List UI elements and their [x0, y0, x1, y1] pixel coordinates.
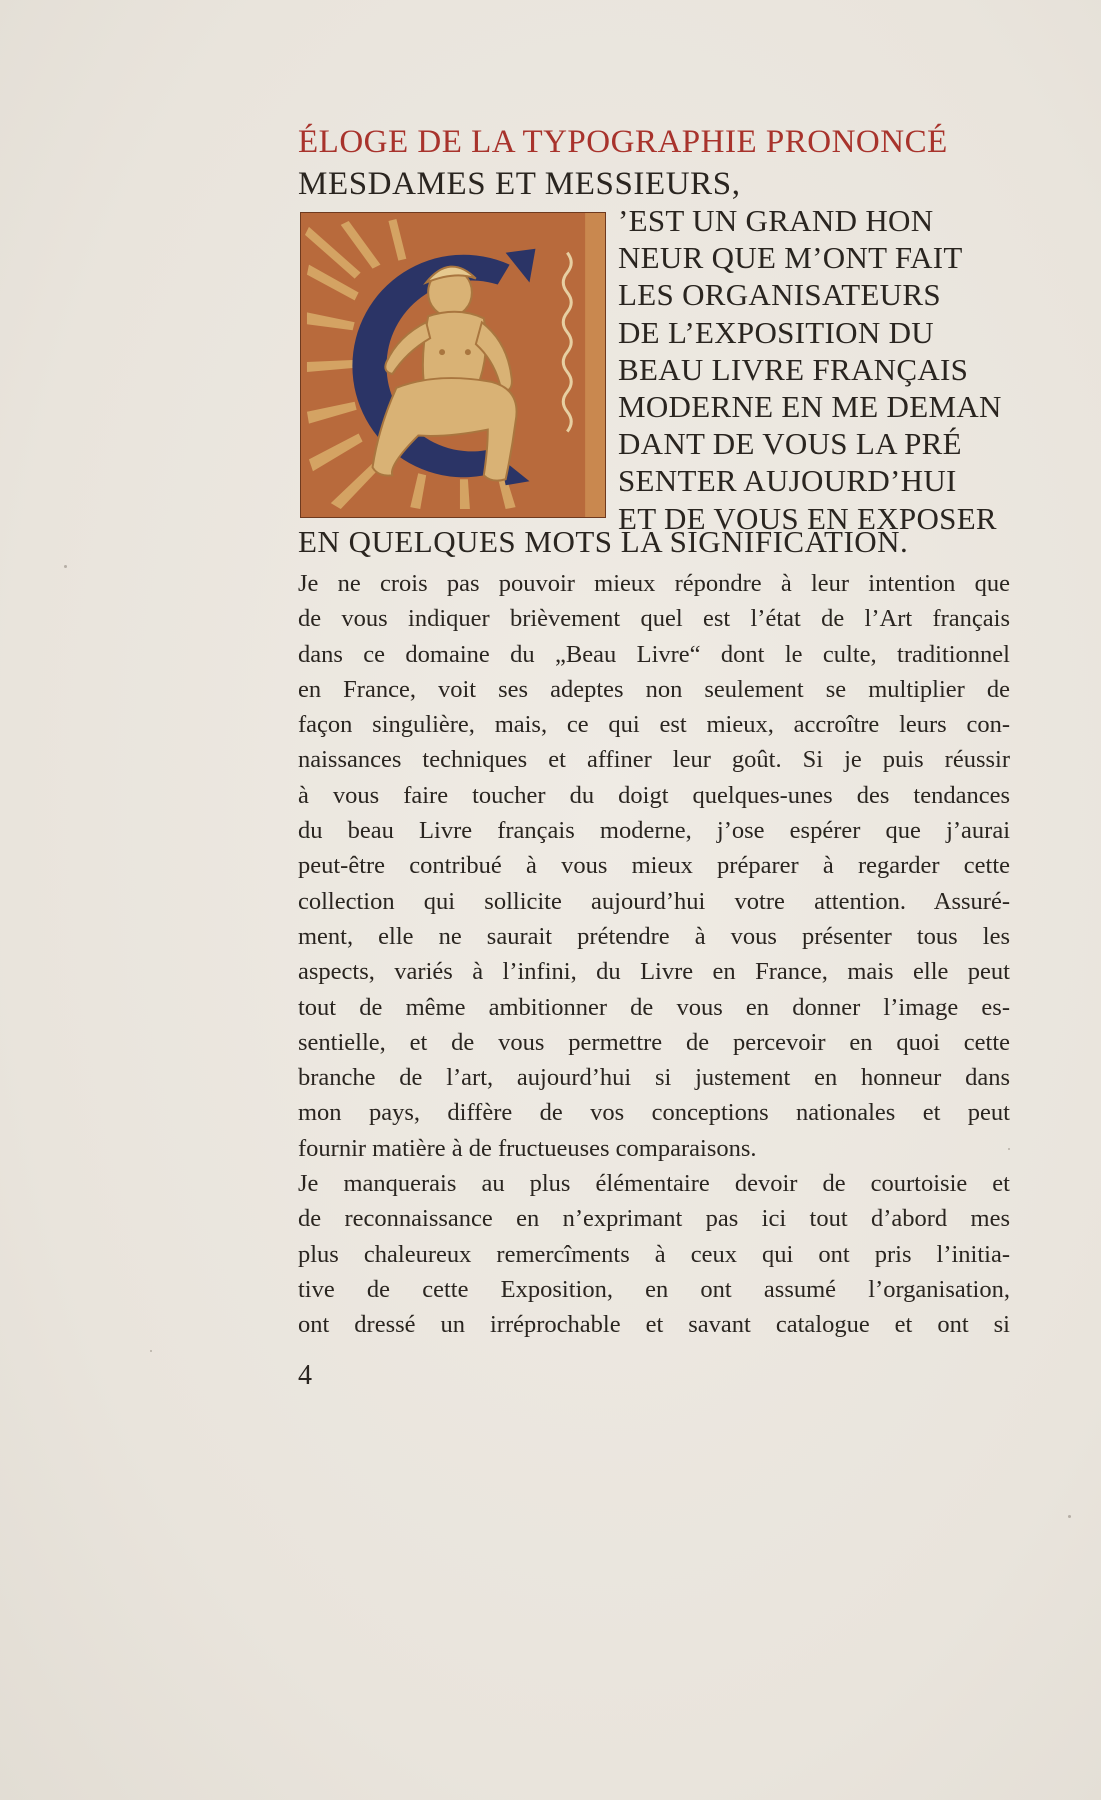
text-line: en France, voit ses adeptes non seulement se multiplier de [298, 675, 1010, 703]
text-line: peut-être contribué à vous mieux préparer à regarder cette [298, 852, 1010, 880]
illuminated-initial-c-icon [301, 213, 605, 517]
text-line: MODERNE EN ME DEMAN [618, 389, 1002, 425]
text-line: sentielle, et de vous permettre de percevoir en quoi cette [298, 1028, 1010, 1056]
body-text [298, 566, 1010, 1343]
text-line: façon singulière, mais, ce qui est mieux, accroître leurs con- [298, 711, 1010, 739]
text-line: du beau Livre français moderne, j’ose espérer que j’aurai [298, 817, 1010, 845]
text-line: NEUR QUE M’ONT FAIT [618, 240, 963, 276]
text-line: tout de même ambitionner de vous en donner l’image es- [298, 993, 1010, 1021]
paper-speck [64, 565, 67, 568]
text-line: Je ne crois pas pouvoir mieux répondre à leur intention que [298, 570, 1010, 597]
text-line: LES ORGANISATEURS [618, 277, 941, 313]
text-line: de vous indiquer brièvement quel est l’état de l’Art français [298, 605, 1010, 633]
text-line: fournir matière à de fructueuses comparaisons. [298, 1134, 757, 1162]
paper-speck [150, 1350, 152, 1352]
text-line: de reconnaissance en n’exprimant pas ici tout d’abord mes [298, 1205, 1010, 1233]
salutation: MESDAMES ET MESSIEURS, [298, 166, 741, 202]
text-line: tive de cette Exposition, en ont assumé l’organisation, [298, 1275, 1010, 1303]
text-line: naissances techniques et affiner leur goût. Si je puis réussir [298, 746, 1010, 774]
paper-speck [1068, 1515, 1071, 1518]
initial-paragraph-closing: EN QUELQUES MOTS LA SIGNIFICATION. [298, 524, 909, 559]
text-line: Je manquerais au plus élémentaire devoir de courtoisie et [298, 1170, 1010, 1198]
text-line: DANT DE VOUS LA PRÉ [618, 426, 962, 462]
text-line: ont dressé un irréprochable et savant catalogue et ont si [298, 1311, 1010, 1339]
text-line: à vous faire toucher du doigt quelques-unes des tendances [298, 781, 1010, 809]
text-line: collection qui sollicite aujourd’hui votre attention. Assuré- [298, 887, 1010, 915]
illuminated-initial [300, 212, 606, 518]
text-line: dans ce domaine du „Beau Livre“ dont le culte, traditionnel [298, 640, 1010, 668]
text-line: ET DE VOUS EN EXPOSER [618, 500, 997, 536]
text-line: plus chaleureux remercîments à ceux qui ont pris l’initia- [298, 1240, 1010, 1268]
text-line: ’EST UN GRAND HON [618, 203, 934, 238]
text-line: aspects, variés à l’infini, du Livre en France, mais elle peut [298, 958, 1010, 986]
text-line: ment, elle ne saurait prétendre à vous présenter tous les [298, 922, 1010, 950]
text-line: BEAU LIVRE FRANÇAIS [618, 351, 969, 387]
initial-paragraph-lines [618, 202, 1023, 537]
running-heading: ÉLOGE DE LA TYPOGRAPHIE PRONONCÉ [298, 124, 948, 160]
text-line: mon pays, diffère de vos conceptions nationales et peut [298, 1099, 1010, 1127]
text-line: branche de l’art, aujourd’hui si justement en honneur dans [298, 1064, 1010, 1092]
page-number: 4 [298, 1360, 312, 1391]
text-line: SENTER AUJOURD’HUI [618, 463, 957, 499]
text-line: DE L’EXPOSITION DU [618, 314, 934, 350]
